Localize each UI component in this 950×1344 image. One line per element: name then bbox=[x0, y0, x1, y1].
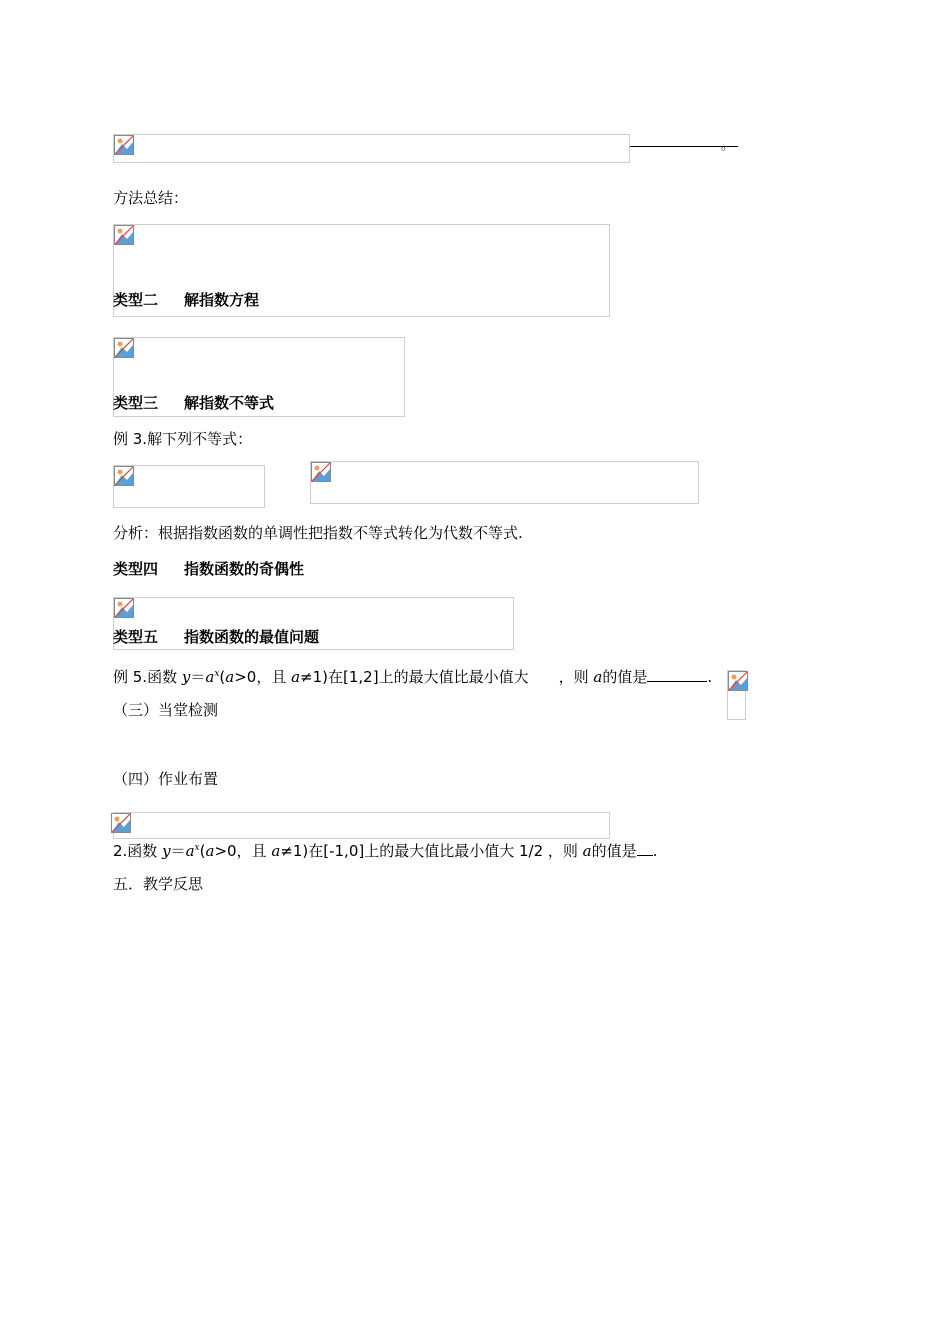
answer-blank[interactable] bbox=[637, 840, 653, 856]
image-placeholder-5 bbox=[310, 461, 699, 504]
analysis-text: 分析：根据指数函数的单调性把指数不等式转化为代数不等式. bbox=[113, 524, 523, 542]
broken-image-icon bbox=[728, 671, 748, 691]
type3-label: 类型三 bbox=[113, 394, 159, 412]
image-placeholder-7 bbox=[727, 670, 746, 720]
type5-heading bbox=[113, 628, 319, 646]
broken-image-icon bbox=[114, 135, 134, 155]
broken-image-icon bbox=[114, 598, 134, 618]
broken-image-icon bbox=[114, 338, 134, 358]
type4-label: 类型四 bbox=[113, 560, 159, 578]
type2-label: 类型二 bbox=[113, 291, 159, 309]
section3-heading: （三）当堂检测 bbox=[113, 701, 219, 719]
image-placeholder-8 bbox=[113, 812, 610, 839]
broken-image-icon bbox=[111, 813, 131, 833]
homework-q2: 2.函数 $y=a^x(a>0$，且 a≠1)在[-1,0]上的最大值比最小值大 1/2 ，则 a的值是 . bbox=[113, 842, 658, 860]
method-summary: 方法总结： bbox=[113, 189, 189, 207]
broken-image-icon bbox=[114, 225, 134, 245]
type5-label: 类型五 bbox=[113, 628, 159, 646]
type2-heading bbox=[113, 291, 259, 309]
type3-title: 解指数不等式 bbox=[184, 394, 275, 412]
answer-blank[interactable] bbox=[647, 666, 707, 682]
broken-image-icon bbox=[311, 462, 331, 482]
type4-heading bbox=[113, 560, 304, 578]
type3-heading bbox=[113, 394, 274, 412]
example5-text: 例 5.函数 $y=a^x(a>0$，且 a≠1)在[1,2]上的最大值比最小值大 ，则 a的值是 . bbox=[113, 668, 713, 686]
example3-text: 例 3.解下列不等式： bbox=[113, 430, 253, 448]
section4-heading: （四）作业布置 bbox=[113, 770, 219, 788]
type2-title: 解指数方程 bbox=[184, 291, 260, 309]
type4-title: 指数函数的奇偶性 bbox=[184, 560, 305, 578]
header-tail-mark: 。 bbox=[721, 138, 735, 153]
image-placeholder-1 bbox=[113, 134, 630, 163]
image-placeholder-4 bbox=[113, 465, 265, 508]
broken-image-icon bbox=[114, 466, 134, 486]
section5-heading: 五．教学反思 bbox=[113, 875, 204, 893]
type5-title: 指数函数的最值问题 bbox=[184, 628, 320, 646]
